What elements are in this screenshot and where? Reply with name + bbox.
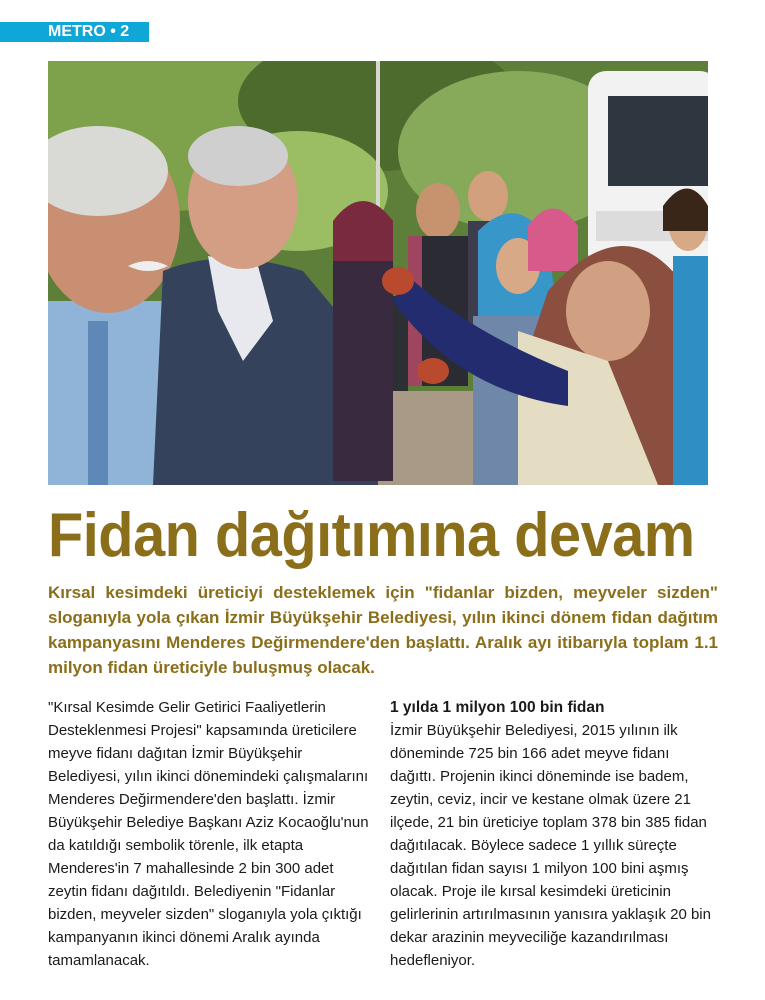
body-text-left: "Kırsal Kesimde Gelir Getirici Faaliyetlerin Desteklenmesi Projesi" kapsamında üreticilere meyve fidanı dağıtan İzmir Büyükşehir Belediyesi, yılın ikinci dönemindeki çalışmalarını Menderes Değirmendere'den başlattı. İzmir Büyükşehir Belediye Başkanı Aziz Kocaoğlu'nun da katıldığı sembolik törenle, ilk etapta Menderes'in 7 mahallesinde 2 bin 300 adet zeytin fidanı dağıtıldı. Belediyenin "Fidanlar bizden, meyveler sizden" sloganıyla yola çıktığı kampanyanın ikinci dönemi Aralık ayında tamamlanacak.	[48, 699, 369, 969]
body-text-right: İzmir Büyükşehir Belediyesi, 2015 yılının ilk döneminde 725 bin 166 adet meyve fidanı dağıttı. Projenin ikinci döneminde ise badem, zeytin, ceviz, incir ve kestane olmak üzere 21 ilçede, 21 bin üreticiye toplam 378 bin 385 fidan dağıtılacak. Böylece sadece 1 yıllık süreçte dağıtılan fidan sayısı 1 milyon 100 bini aşmış olacak. Proje ile kırsal kesimdeki üreticinin gelirlerinin artırılmasının yanısıra yaklaşık 20 bin dekar arazinin meyveciliğe kazandırılması hedefleniyor.	[390, 722, 711, 969]
article-photo	[48, 61, 708, 485]
body-column-left	[48, 696, 373, 972]
photo-illustration	[48, 61, 708, 485]
body-column-right	[390, 696, 715, 972]
headline: Fidan dağıtımına devam	[48, 501, 695, 570]
section-tab	[0, 22, 149, 42]
lead-paragraph: Kırsal kesimdeki üreticiyi desteklemek için "fidanlar bizden, meyveler sizden" sloganıyla yola çıkan İzmir Büyükşehir Belediyesi, yılın ikinci dönem fidan dağıtım kampanyasını Menderes Değirmendere'den başlattı. Aralık ayı itibarıyla toplam 1.1 milyon fidan üreticiyle buluşmuş olacak.	[48, 583, 718, 677]
section-label: METRO • 2	[48, 23, 130, 40]
subhead: 1 yılda 1 milyon 100 bin fidan	[390, 699, 605, 716]
